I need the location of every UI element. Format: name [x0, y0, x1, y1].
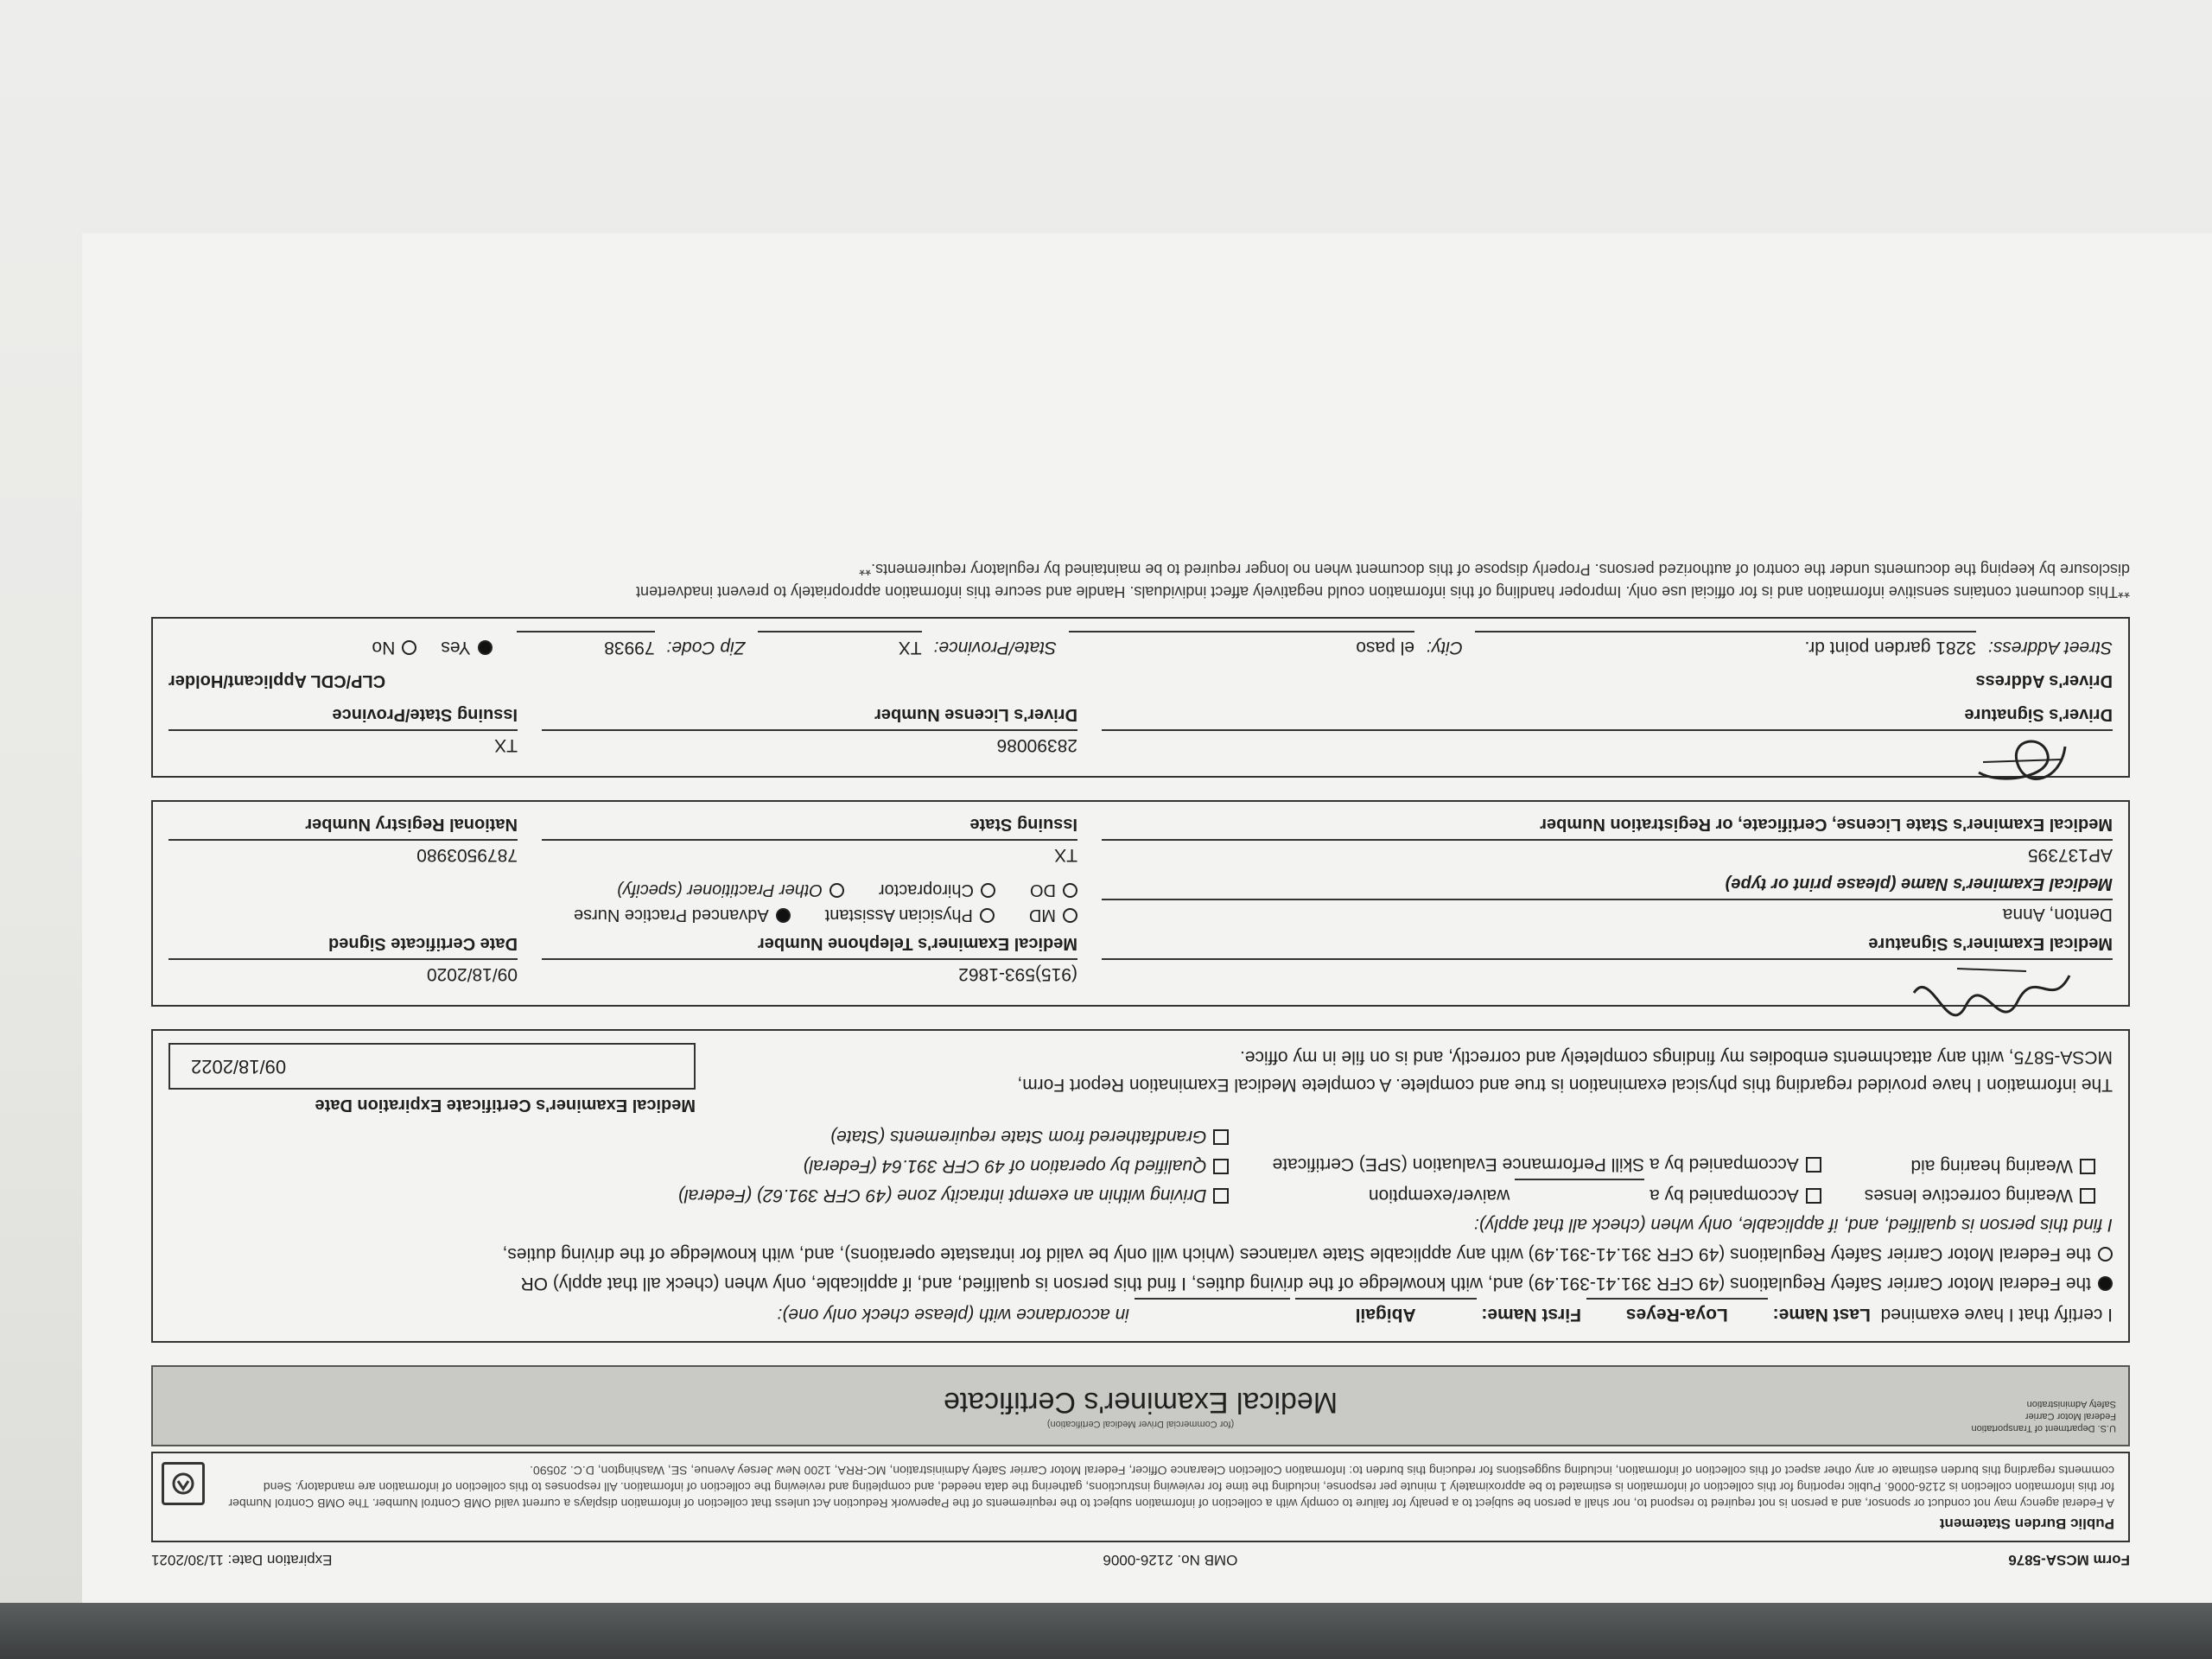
name-blank — [1135, 1298, 1290, 1329]
license-field[interactable]: AP137395 — [1102, 839, 2113, 870]
state-option-text: the Federal Motor Carrier Safety Regulations (49 CFR 391.41-391.49) with any applicable State variances (which will only be valid for intrastate operations), and, with knowledge of the driving duties, — [502, 1244, 2091, 1264]
license-label: Medical Examiner's State License, Certificate, or Registration Number — [1540, 815, 2113, 834]
address-row — [168, 631, 2113, 662]
state-option-text-2: I find this person is qualified, and, if applicable, only when (check all that apply): — [1474, 1215, 2113, 1235]
other-radio[interactable] — [830, 883, 844, 898]
city-field[interactable]: el paso — [1069, 631, 1414, 662]
pa-radio[interactable] — [980, 908, 995, 923]
intracity-label: Driving within an exempt intracity zone (49 CFR 391.62) (Federal) — [677, 1185, 1207, 1205]
public-burden-box — [151, 1452, 2130, 1542]
condition-checkboxes — [168, 1122, 2095, 1210]
hearing-checkbox[interactable] — [2080, 1159, 2095, 1174]
chiro-label: Chiropractor — [878, 880, 974, 899]
phone-field[interactable]: (915)593-1862 — [542, 958, 1077, 989]
state-label: State/Province: — [933, 638, 1058, 658]
dl-number-field[interactable]: 28390086 — [542, 729, 1077, 760]
examiner-signature-field[interactable] — [1102, 958, 2113, 989]
intracity-checkbox[interactable] — [1214, 1188, 1230, 1204]
grandfathered-label: Grandfathered from State requirements (State) — [830, 1127, 1207, 1147]
expiration-date-field[interactable]: 09/18/2022 — [168, 1043, 696, 1090]
street-field[interactable]: 3281 garden point dr. — [1475, 631, 1976, 662]
qualified-checkbox[interactable] — [1214, 1159, 1230, 1174]
driver-signature — [1966, 729, 2078, 798]
certificate-title-bar — [151, 1365, 2130, 1446]
dl-state-label: Issuing State/Province — [332, 705, 518, 724]
date-signed-field[interactable]: 09/18/2020 — [168, 958, 518, 989]
waiver-label-post: waiver/exemption — [1368, 1185, 1510, 1205]
cdl-no-radio[interactable] — [402, 640, 416, 655]
md-radio[interactable] — [1063, 908, 1077, 923]
issuing-state-label: Issuing State — [969, 815, 1077, 834]
practitioner-options-1 — [168, 905, 1077, 925]
qualified-label: Qualified by operation of 49 CFR 391.64 (Federal) — [803, 1156, 1207, 1176]
state-radio[interactable] — [2098, 1247, 2113, 1262]
hearing-label: Wearing hearing aid — [1910, 1156, 2073, 1176]
other-label: Other Practitioner (specify) — [617, 880, 823, 899]
issuing-state-field[interactable]: TX — [542, 839, 1077, 870]
cdl-no-label: No — [372, 638, 396, 658]
certificate-title: Medical Examiner's Certificate — [943, 1386, 1338, 1419]
notice-line-2: disclosure by keeping the documents under the control of authorized persons. Properly dispose of this document when no longer required to be maintained by regulatory requirements.** — [859, 561, 2130, 578]
registry-field[interactable]: 7879503980 — [168, 839, 518, 870]
apn-radio[interactable] — [776, 908, 791, 923]
state-option[interactable] — [168, 1239, 2113, 1268]
driver-box — [151, 617, 2130, 778]
waiver-checkbox[interactable] — [1806, 1188, 1821, 1204]
pa-label: Physician Assistant — [824, 906, 973, 925]
examiner-signature — [1905, 958, 2078, 1019]
cdl-yes-radio[interactable] — [478, 640, 493, 655]
md-label: MD — [1028, 906, 1056, 925]
certify-lead: I certify that I have examined — [1880, 1305, 2113, 1325]
street-label: Street Address: — [1988, 638, 2113, 658]
city-label: City: — [1427, 638, 1464, 658]
burden-title: Public Burden Statement — [1939, 1516, 2114, 1532]
statement-line-1: The information I have provided regarding this physical examination is true and complete. A complete Medical Examination Report Form, — [1017, 1075, 2113, 1095]
expiration-date: Expiration Date: 11/30/2021 — [151, 1552, 333, 1568]
certification-box — [151, 1029, 2130, 1343]
state-field[interactable]: TX — [758, 631, 922, 662]
agency-line: Federal Motor Carrier — [2024, 1411, 2116, 1421]
examiner-signature-label: Medical Examiner's Signature — [1868, 934, 2113, 953]
driver-signature-field[interactable] — [1102, 729, 2113, 760]
expiration-row — [168, 1043, 2113, 1115]
cdl-label: CLP/CDL Applicant/Holder — [168, 671, 386, 690]
cdl-yes-label: Yes — [441, 638, 471, 658]
certificate-subtitle: (for Commercial Driver Medical Certification) — [1046, 1419, 1235, 1429]
date-signed-label: Date Certificate Signed — [328, 934, 518, 953]
phone-label: Medical Examiner's Telephone Number — [757, 934, 1077, 953]
omb-number: OMB No. 2126-0006 — [1103, 1552, 1238, 1568]
waiver-label: Accompanied by a — [1649, 1185, 1799, 1205]
driver-signature-label: Driver's Signature — [1964, 705, 2113, 724]
expiration-label: Medical Examiner's Certificate Expiration Date — [315, 1096, 696, 1115]
certificate-sheet — [82, 233, 2212, 1603]
first-name-label: First Name: — [1481, 1305, 1581, 1325]
zip-field[interactable]: 79938 — [517, 631, 655, 662]
examiner-name-field[interactable]: Denton, Anna — [1102, 899, 2113, 930]
apn-label: Advanced Practice Nurse — [574, 906, 769, 925]
form-number: Form MCSA-5876 — [2008, 1552, 2130, 1568]
federal-option[interactable] — [168, 1268, 2113, 1298]
dl-number-label: Driver's License Number — [874, 705, 1077, 724]
examiner-box — [151, 800, 2130, 1007]
certify-tail: in accordance with (please check only one): — [777, 1305, 1129, 1325]
lenses-label: Wearing corrective lenses — [1864, 1185, 2073, 1205]
burden-text: A Federal agency may not conduct or sponsor, and a person is not required to respond to, nor shall a person be subject to a penalty for failure to comply with a collection of information subject to the requirements of the Paperwork Reduction Act unless that collection of information displays a current valid OMB Control Number. The OMB Control Number for this information collection is 2126-0006. Public reporting for this collection of information is estimated to be approximately 1 minute per response, including the time for reviewing instructions, gathering the data needed, and completing and reviewing the collection of information. All responses to this collection of information are mandatory. Send comments regarding this burden estimate or any other aspect of this collection of information, including suggestions for reducing this burden to: Information Collection Clearance Officer, Federal Motor Carrier Safety Administration, MC-RRA, 1200 New Jersey Avenue, SE, Washington, D.C. 20590. — [228, 1464, 2114, 1510]
zip-label: Zip Code: — [666, 638, 746, 658]
practitioner-options-2 — [168, 880, 1077, 899]
floor-surface — [0, 1603, 2212, 1659]
driver-address-label: Driver's Address — [1975, 671, 2113, 690]
lenses-checkbox[interactable] — [2080, 1188, 2095, 1204]
spe-checkbox[interactable] — [1806, 1157, 1821, 1173]
spe-label: Accompanied by a Skill Performance Evaluation (SPE) Certificate — [1272, 1154, 1799, 1174]
do-radio[interactable] — [1063, 883, 1077, 898]
federal-option-text: the Federal Motor Carrier Safety Regulations (49 CFR 391.41-391.49) and, with knowledge of the driving duties, I find this person is qualified, and, if applicable, only when (check all that apply) OR — [520, 1274, 2091, 1294]
agency-line: U.S. Department of Transportation — [1971, 1423, 2116, 1433]
do-label: DO — [1030, 880, 1056, 899]
grandfathered-checkbox[interactable] — [1214, 1129, 1230, 1145]
notice-line-1: **This document contains sensitive information and is for official use only. Improper handling of this information could negatively affect individuals. Handle and secure this information appropriately to prevent inadvertent — [636, 583, 2130, 601]
waiver-blank[interactable] — [1515, 1179, 1644, 1210]
chiro-radio[interactable] — [981, 883, 995, 898]
certificate-content — [151, 558, 2130, 1568]
sensitivity-notice — [151, 558, 2130, 603]
registry-label: National Registry Number — [305, 815, 518, 834]
federal-radio[interactable] — [2098, 1276, 2113, 1291]
first-name-field[interactable]: Abigail — [1295, 1298, 1477, 1329]
examined-line — [168, 1298, 2113, 1329]
agency-line: Safety Administration — [2026, 1399, 2116, 1409]
last-name-field[interactable]: Loya-Reyes — [1586, 1298, 1768, 1329]
dl-state-field[interactable]: TX — [168, 729, 518, 760]
last-name-label: Last Name: — [1772, 1305, 1871, 1325]
form-header-row — [151, 1551, 2130, 1568]
statement-line-2: MCSA-5875, with any attachments embodies my findings completely and correctly, and is on file in my office. — [1239, 1047, 2113, 1067]
dot-logo-icon — [162, 1462, 205, 1505]
examiner-name-label: Medical Examiner's Name (please print or type) — [1725, 874, 2113, 893]
